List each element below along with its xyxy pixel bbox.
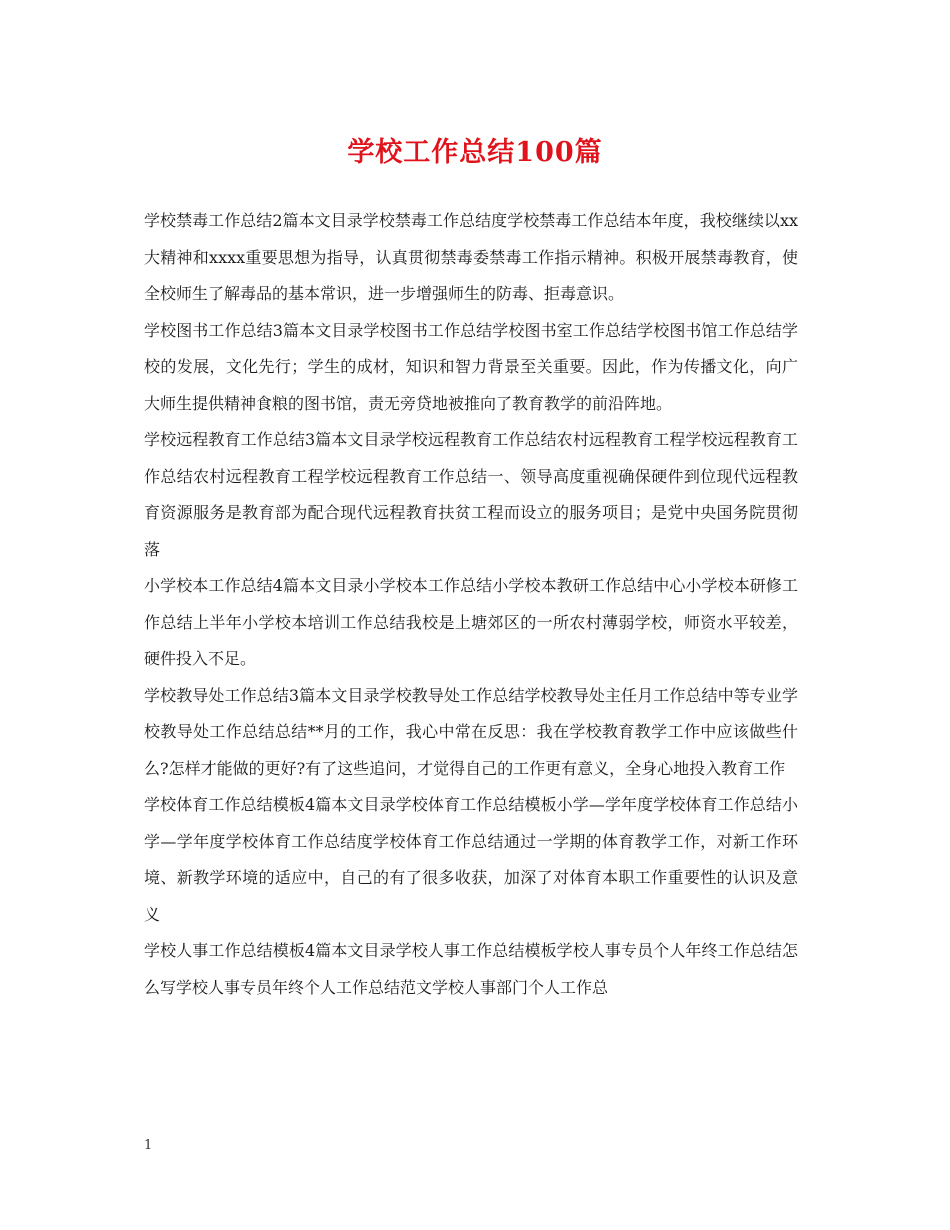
paragraph: 学校远程教育工作总结3篇本文目录学校远程教育工作总结农村远程教育工程学校远程教育工作总结农村远程教育工程学校远程教育工作总结一、领导高度重视确保硬件到位现代远程教育资源服务是教育部为配合现代远程教育扶贫工程而设立的服务项目；是党中央国务院贯彻落 <box>144 430 798 559</box>
document-body <box>144 203 798 1006</box>
paragraph: 学校教导处工作总结3篇本文目录学校教导处工作总结学校教导处主任月工作总结中等专业学校教导处工作总结总结**月的工作，我心中常在反思：我在学校教育教学工作中应该做些什么?怎样才能做的更好?有了这些追问，才觉得自己的工作更有意义，全身心地投入教育工作 <box>144 685 798 778</box>
paragraph: 学校禁毒工作总结2篇本文目录学校禁毒工作总结度学校禁毒工作总结本年度，我校继续以xx大精神和xxxx重要思想为指导，认真贯彻禁毒委禁毒工作指示精神。积极开展禁毒教育，使全校师生了解毒品的基本常识，进一步增强师生的防毒、拒毒意识。 <box>144 211 798 303</box>
paragraph: 小学校本工作总结4篇本文目录小学校本工作总结小学校本教研工作总结中心小学校本研修工作总结上半年小学校本培训工作总结我校是上塘郊区的一所农村薄弱学校，师资水平较差，硬件投入不足。 <box>144 576 798 668</box>
paragraph: 学校体育工作总结模板4篇本文目录学校体育工作总结模板小学—学年度学校体育工作总结小学—学年度学校体育工作总结度学校体育工作总结通过一学期的体育教学工作，对新工作环境、新教学环境的适应中，自己的有了很多收获，加深了对体育本职工作重要性的认识及意义 <box>144 795 798 924</box>
paragraph: 学校图书工作总结3篇本文目录学校图书工作总结学校图书室工作总结学校图书馆工作总结学校的发展，文化先行；学生的成材，知识和智力背景至关重要。因此，作为传播文化，向广大师生提供精神食粮的图书馆，责无旁贷地被推向了教育教学的前沿阵地。 <box>144 320 798 413</box>
page-number: 1 <box>144 1138 153 1153</box>
document-title: 学校工作总结100篇 <box>347 137 603 168</box>
paragraph: 学校人事工作总结模板4篇本文目录学校人事工作总结模板学校人事专员个人年终工作总结怎么写学校人事专员年终个人工作总结范文学校人事部门个人工作总 <box>144 941 798 997</box>
